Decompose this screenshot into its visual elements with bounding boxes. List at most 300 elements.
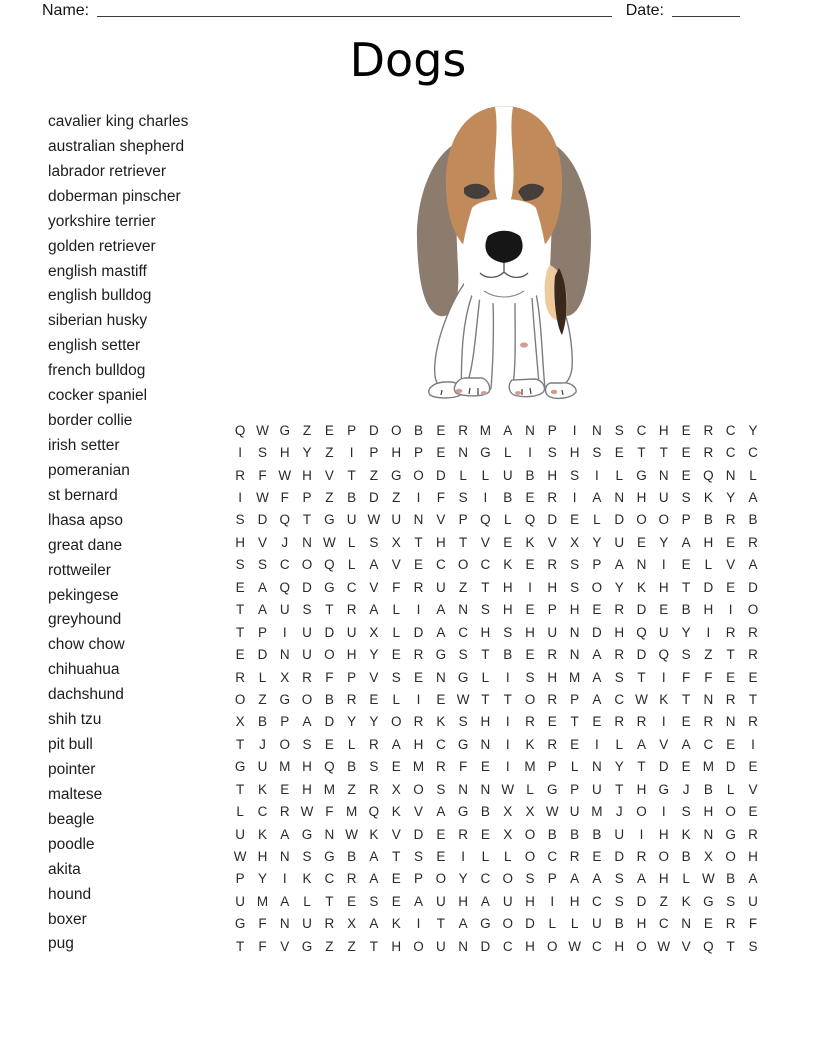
grid-letter: E: [726, 669, 736, 685]
grid-letter: L: [303, 893, 311, 909]
grid-letter: I: [238, 490, 243, 506]
grid-letter: H: [235, 534, 246, 550]
grid-letter: G: [435, 647, 447, 663]
grid-letter: B: [726, 871, 736, 887]
grid-letter: G: [636, 467, 647, 483]
grid-letter: V: [681, 938, 691, 954]
grid-letter: H: [658, 871, 669, 887]
grid-letter: Q: [279, 512, 290, 528]
grid-letter: D: [636, 893, 647, 909]
grid-letter: C: [703, 736, 714, 752]
grid-letter: P: [458, 512, 468, 528]
grid-letter: T: [302, 512, 312, 528]
grid-letter: S: [235, 512, 245, 528]
grid-letter: Z: [302, 422, 312, 438]
grid-letter: Q: [658, 647, 670, 663]
word-list-item: cocker spaniel: [48, 387, 148, 405]
grid-letter: N: [458, 938, 468, 954]
grid-letter: S: [525, 669, 535, 685]
grid-letter: T: [325, 602, 334, 618]
grid-letter: Y: [369, 647, 379, 663]
grid-letter: F: [258, 938, 267, 954]
grid-letter: A: [280, 893, 290, 909]
word-list-item: french bulldog: [48, 362, 146, 380]
date-blank-line: [672, 4, 740, 17]
grid-letter: D: [525, 916, 535, 932]
grid-letter: N: [279, 916, 290, 932]
grid-letter: L: [347, 557, 356, 573]
grid-letter: U: [279, 602, 290, 618]
grid-letter: E: [414, 557, 424, 573]
grid-letter: Y: [748, 422, 758, 438]
grid-letter: U: [569, 804, 580, 820]
grid-letter: I: [505, 759, 510, 775]
grid-letter: C: [480, 557, 491, 573]
word-list-item: pomeranian: [48, 461, 130, 479]
grid-letter: E: [681, 422, 691, 438]
grid-letter: P: [369, 445, 379, 461]
word-list-item: pekingese: [48, 586, 119, 604]
grid-letter: O: [301, 557, 313, 573]
grid-letter: U: [435, 893, 446, 909]
grid-letter: Y: [302, 445, 312, 461]
word-list-item: border collie: [48, 412, 133, 430]
grid-letter: E: [391, 759, 401, 775]
grid-letter: G: [324, 849, 335, 865]
grid-letter: R: [748, 624, 758, 640]
grid-letter: V: [324, 467, 334, 483]
grid-letter: G: [234, 916, 246, 932]
grid-letter: E: [436, 691, 446, 707]
grid-letter: O: [658, 849, 670, 865]
grid-letter: L: [526, 781, 534, 797]
grid-letter: E: [703, 916, 713, 932]
grid-letter: B: [347, 759, 357, 775]
grid-letter: G: [234, 759, 246, 775]
grid-letter: L: [347, 736, 356, 752]
grid-letter: L: [481, 467, 490, 483]
grid-letter: U: [235, 826, 246, 842]
grid-letter: I: [661, 557, 666, 573]
grid-letter: U: [346, 624, 357, 640]
grid-letter: V: [436, 512, 446, 528]
grid-letter: U: [658, 624, 669, 640]
word-list-item: english setter: [48, 337, 141, 355]
grid-letter: D: [725, 759, 736, 775]
grid-letter: H: [279, 445, 290, 461]
grid-letter: R: [346, 691, 357, 707]
grid-letter: R: [369, 781, 379, 797]
grid-letter: P: [347, 422, 357, 438]
grid-letter: P: [547, 759, 557, 775]
grid-letter: L: [392, 624, 400, 640]
grid-letter: E: [748, 804, 758, 820]
word-list-item: great dane: [48, 536, 123, 554]
grid-letter: V: [369, 669, 379, 685]
grid-letter: I: [416, 691, 421, 707]
grid-letter: P: [547, 602, 557, 618]
grid-letter: A: [570, 871, 580, 887]
grid-letter: C: [592, 938, 602, 954]
grid-letter: S: [547, 445, 557, 461]
grid-letter: D: [257, 647, 268, 663]
grid-letter: V: [748, 781, 758, 797]
grid-letter: W: [568, 938, 581, 954]
dog-front-paw-right: [509, 379, 544, 397]
grid-letter: G: [324, 512, 335, 528]
grid-letter: H: [636, 916, 647, 932]
grid-letter: N: [703, 826, 714, 842]
grid-letter: D: [636, 647, 647, 663]
grid-letter: W: [702, 871, 715, 887]
grid-letter: K: [257, 781, 267, 797]
grid-letter: C: [257, 804, 268, 820]
grid-letter: A: [748, 871, 758, 887]
grid-letter: E: [280, 781, 290, 797]
grid-letter: F: [704, 669, 713, 685]
grid-letter: S: [748, 938, 758, 954]
word-list-item: beagle: [48, 810, 95, 828]
grid-letter: S: [681, 647, 691, 663]
grid-letter: T: [347, 467, 356, 483]
grid-letter: D: [257, 512, 268, 528]
grid-letter: E: [525, 602, 535, 618]
grid-letter: A: [503, 422, 513, 438]
grid-letter: G: [457, 669, 469, 685]
grid-letter: L: [615, 467, 623, 483]
grid-letter: T: [615, 781, 624, 797]
grid-letter: G: [301, 938, 313, 954]
grid-letter: O: [390, 422, 402, 438]
grid-letter: O: [636, 938, 647, 954]
grid-letter: S: [391, 669, 401, 685]
grid-letter: D: [592, 624, 602, 640]
grid-letter: E: [614, 445, 624, 461]
grid-letter: A: [636, 736, 646, 752]
dog-blaze: [494, 106, 513, 205]
grid-letter: O: [457, 557, 469, 573]
grid-letter: H: [547, 467, 558, 483]
grid-letter: D: [748, 579, 758, 595]
grid-letter: N: [725, 714, 736, 730]
grid-letter: Y: [726, 490, 736, 506]
grid-letter: N: [279, 647, 290, 663]
grid-letter: Q: [368, 804, 380, 820]
grid-letter: H: [703, 534, 714, 550]
grid-letter: K: [369, 826, 379, 842]
grid-letter: N: [658, 467, 669, 483]
grid-letter: W: [635, 691, 648, 707]
grid-letter: R: [369, 736, 379, 752]
grid-letter: A: [436, 804, 446, 820]
grid-letter: L: [481, 849, 490, 865]
grid-letter: E: [391, 647, 401, 663]
grid-letter: H: [525, 893, 535, 909]
grid-letter: Q: [324, 759, 335, 775]
grid-letter: X: [570, 534, 580, 550]
grid-letter: C: [636, 422, 647, 438]
word-list-item: english mastiff: [48, 262, 147, 280]
grid-letter: I: [661, 714, 666, 730]
grid-letter: Z: [704, 647, 713, 663]
grid-letter: L: [704, 557, 713, 573]
grid-letter: C: [279, 557, 290, 573]
grid-letter: O: [524, 849, 536, 865]
grid-letter: H: [346, 647, 357, 663]
grid-letter: N: [413, 512, 424, 528]
word-list-item: irish setter: [48, 436, 120, 454]
grid-letter: F: [748, 916, 758, 932]
grid-letter: H: [658, 826, 669, 842]
grid-letter: H: [257, 849, 268, 865]
grid-letter: Z: [392, 490, 401, 506]
grid-letter: Z: [369, 467, 379, 483]
grid-letter: N: [703, 691, 714, 707]
grid-letter: F: [258, 916, 267, 932]
grid-letter: N: [569, 647, 580, 663]
grid-letter: G: [279, 422, 290, 438]
grid-letter: E: [503, 534, 513, 550]
grid-letter: G: [547, 781, 558, 797]
grid-letter: L: [503, 512, 512, 528]
word-list-item: labrador retriever: [48, 162, 167, 180]
grid-letter: I: [661, 804, 666, 820]
grid-letter: G: [457, 736, 469, 752]
grid-letter: H: [547, 579, 558, 595]
grid-letter: U: [257, 759, 268, 775]
grid-letter: T: [481, 691, 490, 707]
grid-letter: O: [435, 871, 447, 887]
grid-letter: B: [414, 422, 424, 438]
worksheet-header: [42, 2, 740, 21]
grid-letter: S: [235, 557, 245, 573]
grid-letter: U: [547, 624, 558, 640]
grid-letter: I: [706, 624, 711, 640]
grid-letter: K: [681, 826, 691, 842]
grid-letter: C: [435, 557, 446, 573]
grid-letter: U: [435, 579, 446, 595]
grid-letter: E: [681, 445, 691, 461]
grid-letter: B: [547, 826, 557, 842]
grid-letter: N: [279, 849, 290, 865]
grid-letter: L: [347, 534, 356, 550]
grid-letter: K: [503, 557, 513, 573]
grid-letter: U: [502, 467, 513, 483]
grid-letter: B: [703, 512, 713, 528]
grid-letter: R: [547, 490, 558, 506]
grid-letter: S: [614, 422, 624, 438]
grid-letter: R: [569, 849, 580, 865]
grid-letter: O: [591, 579, 603, 595]
grid-letter: I: [751, 736, 755, 752]
grid-letter: V: [547, 534, 557, 550]
grid-letter: N: [725, 467, 736, 483]
grid-letter: E: [681, 759, 691, 775]
grid-letter: R: [748, 714, 758, 730]
grid-letter: I: [728, 602, 733, 618]
grid-letter: G: [324, 579, 335, 595]
grid-letter: I: [550, 893, 555, 909]
grid-letter: G: [457, 804, 469, 820]
grid-letter: G: [658, 781, 670, 797]
grid-letter: W: [367, 512, 381, 528]
grid-letter: E: [525, 490, 535, 506]
grid-letter: N: [480, 736, 491, 752]
grid-letter: Q: [480, 512, 491, 528]
grid-letter: U: [235, 893, 246, 909]
grid-letter: L: [503, 849, 512, 865]
grid-letter: H: [614, 624, 625, 640]
grid-letter: F: [681, 669, 691, 685]
letter-grid: [229, 419, 764, 958]
grid-letter: R: [703, 714, 714, 730]
grid-letter: A: [436, 602, 446, 618]
grid-letter: E: [570, 512, 580, 528]
grid-letter: I: [238, 445, 243, 461]
grid-letter: E: [681, 467, 691, 483]
grid-letter: I: [416, 490, 421, 506]
grid-letter: B: [503, 647, 513, 663]
word-list-item: rottweiler: [48, 561, 111, 579]
grid-letter: W: [300, 804, 314, 820]
grid-letter: U: [592, 916, 602, 932]
grid-letter: C: [547, 849, 558, 865]
grid-letter: A: [614, 557, 624, 573]
grid-letter: F: [280, 490, 289, 506]
grid-letter: L: [258, 669, 267, 685]
grid-letter: S: [614, 893, 624, 909]
word-list-item: pit bull: [48, 736, 93, 754]
grid-letter: D: [413, 826, 424, 842]
grid-letter: B: [347, 849, 357, 865]
grid-letter: T: [726, 938, 735, 954]
word-list-item: boxer: [48, 910, 87, 928]
grid-letter: B: [681, 602, 691, 618]
grid-letter: B: [347, 490, 357, 506]
grid-letter: G: [480, 445, 491, 461]
grid-letter: O: [324, 647, 335, 663]
word-list-item: golden retriever: [48, 237, 156, 255]
grid-letter: N: [592, 422, 602, 438]
word-list-item: siberian husky: [48, 312, 148, 330]
grid-letter: T: [681, 691, 691, 707]
grid-letter: H: [502, 602, 513, 618]
grid-letter: U: [592, 781, 602, 797]
grid-letter: A: [369, 602, 379, 618]
grid-letter: E: [748, 669, 758, 685]
grid-letter: H: [547, 669, 558, 685]
grid-letter: A: [592, 647, 602, 663]
grid-letter: R: [435, 759, 446, 775]
grid-letter: A: [391, 736, 401, 752]
grid-letter: A: [436, 624, 446, 640]
grid-letter: I: [528, 445, 532, 461]
word-list-item: pug: [48, 935, 74, 953]
grid-letter: K: [391, 916, 401, 932]
grid-letter: Q: [703, 467, 714, 483]
grid-letter: S: [436, 781, 446, 797]
word-list-item: maltese: [48, 785, 103, 803]
grid-letter: C: [725, 422, 736, 438]
grid-letter: Z: [325, 938, 334, 954]
grid-letter: H: [302, 467, 312, 483]
grid-letter: P: [570, 781, 580, 797]
grid-letter: T: [726, 647, 735, 663]
grid-letter: D: [369, 490, 379, 506]
grid-letter: P: [302, 490, 312, 506]
grid-letter: C: [614, 691, 625, 707]
grid-letter: A: [280, 826, 290, 842]
grid-letter: D: [547, 512, 558, 528]
grid-letter: S: [525, 871, 535, 887]
grid-letter: B: [614, 916, 624, 932]
grid-letter: Y: [614, 759, 624, 775]
grid-letter: E: [592, 602, 602, 618]
grid-letter: H: [614, 938, 625, 954]
grid-letter: R: [302, 669, 312, 685]
grid-letter: L: [726, 781, 735, 797]
grid-letter: S: [570, 579, 580, 595]
word-list-item: yorkshire terrier: [48, 212, 156, 230]
grid-letter: O: [413, 467, 424, 483]
grid-letter: N: [569, 624, 580, 640]
grid-letter: F: [392, 579, 401, 595]
grid-letter: Z: [347, 938, 356, 954]
grid-letter: E: [347, 893, 357, 909]
grid-letter: D: [658, 759, 669, 775]
word-list-item: chow chow: [48, 636, 125, 654]
grid-letter: V: [391, 557, 401, 573]
grid-letter: H: [391, 445, 402, 461]
grid-letter: Z: [325, 445, 334, 461]
grid-letter: R: [413, 579, 424, 595]
grid-letter: C: [592, 893, 602, 909]
grid-letter: L: [392, 602, 400, 618]
grid-letter: V: [726, 557, 736, 573]
grid-letter: R: [614, 602, 625, 618]
grid-letter: O: [234, 691, 246, 707]
grid-letter: O: [502, 916, 513, 932]
grid-letter: T: [637, 445, 646, 461]
grid-letter: D: [703, 579, 714, 595]
grid-letter: J: [259, 736, 266, 752]
grid-letter: P: [681, 512, 691, 528]
grid-letter: A: [748, 490, 758, 506]
grid-letter: L: [459, 467, 467, 483]
grid-letter: R: [614, 714, 625, 730]
grid-letter: B: [681, 849, 691, 865]
grid-letter: U: [748, 893, 758, 909]
grid-letter: K: [525, 534, 535, 550]
grid-letter: M: [279, 759, 291, 775]
grid-letter: I: [349, 445, 354, 461]
grid-letter: E: [480, 759, 490, 775]
grid-letter: H: [658, 579, 669, 595]
grid-letter: L: [615, 736, 623, 752]
grid-letter: P: [280, 714, 290, 730]
grid-letter: E: [592, 714, 602, 730]
grid-letter: E: [436, 422, 446, 438]
grid-letter: A: [480, 893, 490, 909]
grid-letter: H: [658, 422, 669, 438]
grid-letter: K: [302, 871, 312, 887]
grid-letter: F: [325, 804, 334, 820]
grid-letter: D: [614, 512, 625, 528]
grid-letter: S: [458, 647, 468, 663]
grid-letter: R: [748, 826, 758, 842]
grid-letter: N: [681, 916, 691, 932]
grid-letter: W: [501, 781, 515, 797]
